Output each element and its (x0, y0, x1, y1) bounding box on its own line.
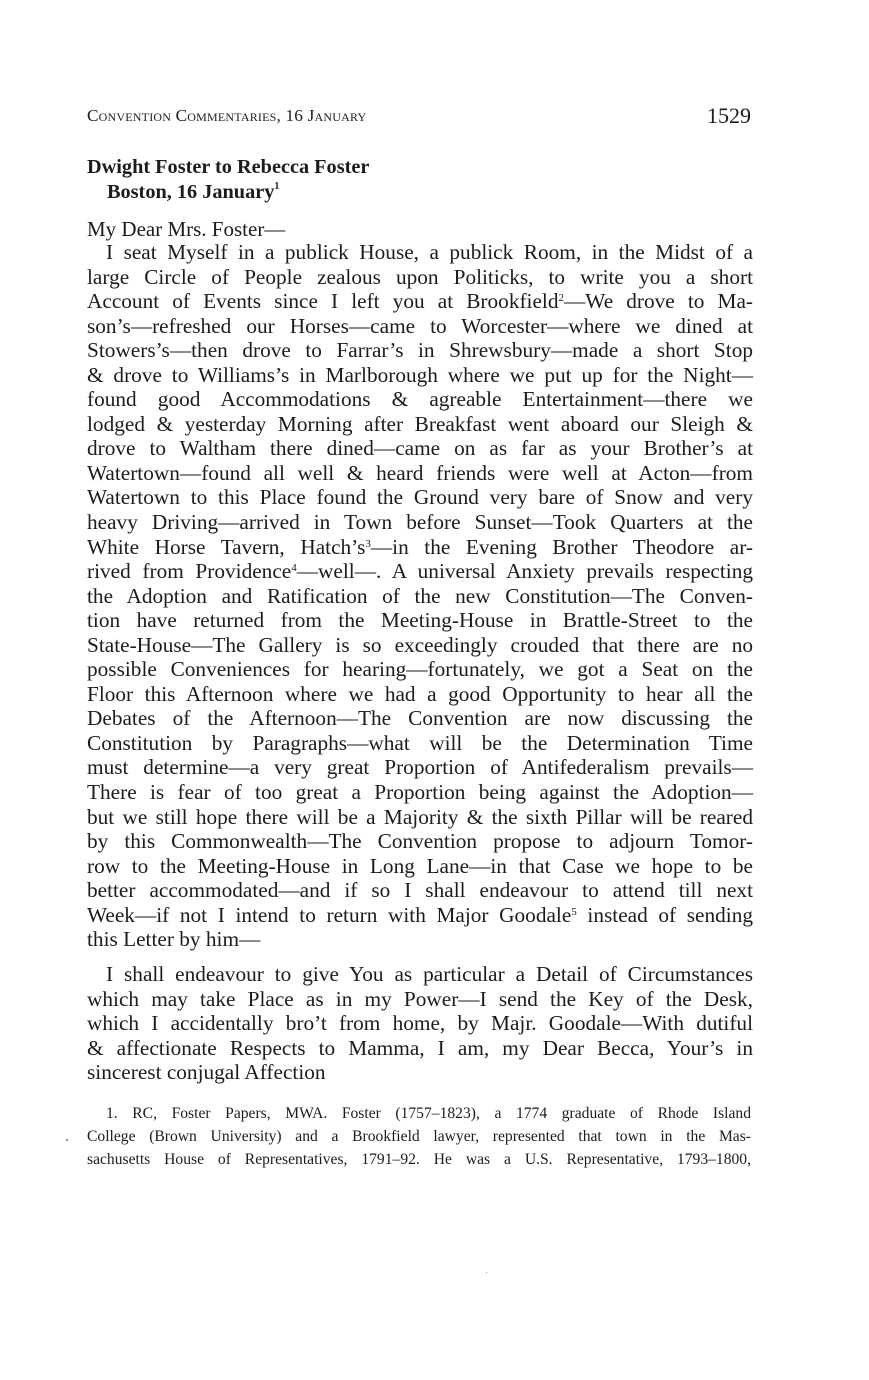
text-line: Constitution by Paragraphs—what will be the Determination Time (87, 730, 753, 755)
footnote-ref-5: 5 (571, 905, 577, 918)
text-line: this Letter by him— (87, 927, 261, 952)
text-line: better accommodated—and if so I shall endeavour to attend till next (87, 878, 753, 903)
footnote-ref-3: 3 (365, 537, 371, 550)
footnote-ref-4: 4 (291, 562, 297, 575)
text-line: lodged & yesterday Morning after Breakfast went aboard our Sleigh & (87, 411, 753, 436)
text-line: Stowers’s—then drove to Farrar’s in Shrewsbury—made a short Stop (87, 338, 753, 363)
document-dateline (87, 180, 747, 205)
document-title: Dwight Foster to Rebecca Foster (87, 156, 370, 178)
text-line: Watertown to this Place found the Ground very bare of Snow and very (87, 485, 753, 510)
footnote-ref-1: 1 (274, 181, 280, 192)
text-line: White Horse Tavern, $Hatch’s^3—in$ the Evening Brother Theodore ar- (87, 534, 753, 559)
text-line: but we still hope there will be a Majority & the sixth Pillar will be reared (87, 804, 753, 829)
footnote-line: sachusetts House of Representatives, 1791–92. He was a U.S. Representative, 1793–1800, (87, 1151, 751, 1168)
text-line: which I accidentally bro’t from home, by Majr. Goodale—With dutiful (87, 1011, 753, 1036)
footnote-ref-2: 2 (558, 292, 564, 305)
dateline-text: Boston, 16 January (107, 181, 275, 203)
footnote-line: 1. RC, Foster Papers, MWA. Foster (1757–1823), a 1774 graduate of Rhode Island (106, 1105, 751, 1122)
text-line: Watertown—found all well & heard friends were well at Acton—from (87, 460, 753, 485)
text-line: son’s—refreshed our Horses—came to Worcester—where we dined at (87, 313, 753, 338)
text-line: & affectionate Respects to Mamma, I am, my Dear Becca, Your’s in (87, 1035, 753, 1060)
text-line: State-House—The Gallery is so exceedingly crouded that there are no (87, 632, 753, 657)
footnote-line: College (Brown University) and a Brookfield lawyer, represented that town in the Mas- (87, 1128, 751, 1145)
text-line: drove to Waltham there dined—came on as far as your Brother’s at (87, 436, 753, 461)
paper-speck (66, 1139, 68, 1141)
page-number: 1529 (707, 103, 751, 128)
running-head-title: Convention Commentaries, 16 January (87, 106, 367, 125)
text-line: the Adoption and Ratification of the new Constitution—The Conven- (87, 583, 753, 608)
text-line: I shall endeavour to give You as particular a Detail of Circumstances (106, 962, 753, 986)
text-line: Debates of the Afternoon—The Convention are now discussing the (87, 706, 753, 731)
salutation: My Dear Mrs. Foster— (87, 217, 286, 241)
letter-paragraph-2 (87, 962, 753, 1085)
text-line: sincerest conjugal Affection (87, 1060, 326, 1085)
text-line: large Circle of People zealous upon Politicks, to write you a short (87, 264, 753, 289)
letter-paragraph-1 (87, 240, 753, 952)
running-head (87, 103, 753, 134)
text-line: must determine—a very great Proportion of Antifederalism prevails— (87, 755, 753, 780)
document-heading (87, 155, 747, 205)
text-line: There is fear of too great a Proportion being against the Adoption— (87, 780, 753, 805)
text-line: found good Accommodations & agreable Entertainment—there we (87, 387, 753, 412)
paper-speck (486, 1272, 487, 1273)
text-line: I seat Myself in a publick House, a publick Room, in the Midst of a (106, 240, 753, 264)
text-line: rived from Providence$^4$—well—. A universal Anxiety prevails respecting (87, 559, 753, 584)
text-line: by this Commonwealth—The Convention propose to adjourn Tomor- (87, 829, 753, 854)
text-line: heavy Driving—arrived in Town before Sunset—Took Quarters at the (87, 510, 753, 535)
text-line: row to the Meeting-House in Long Lane—in that Case we hope to be (87, 853, 753, 878)
text-line: possible Conveniences for hearing—fortunately, we got a Seat on the (87, 657, 753, 682)
text-line: Week—if not I intend to return with Major Goodale$^5$ instead of sending (87, 902, 753, 927)
text-line: tion have returned from the Meeting-House in Brattle-Street to the (87, 608, 753, 633)
text-line: Floor this Afternoon where we had a good Opportunity to hear all the (87, 681, 753, 706)
footnotes (87, 1102, 751, 1171)
text-line: & drove to Williams’s in Marlborough where we put up for the Night— (87, 362, 753, 387)
text-line: which may take Place as in my Power—I send the Key of the Desk, (87, 986, 753, 1011)
text-line: Account of Events since I left you at Brookfield$^2$—We drove to Ma- (87, 289, 753, 314)
